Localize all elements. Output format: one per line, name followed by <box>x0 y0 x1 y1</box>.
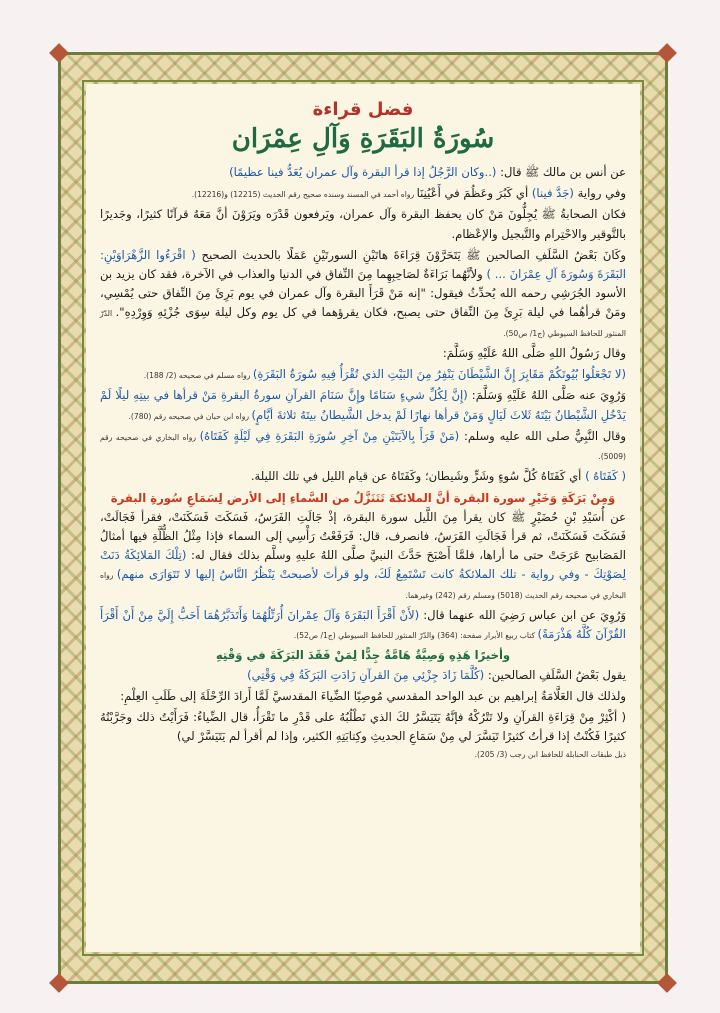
text-panel <box>86 84 640 952</box>
reference-note: رواه البخاري في صحيحه رقم (5009). <box>100 432 626 462</box>
body-text: عن أنس بن مالك ﷺ قال: <box>496 164 626 179</box>
quote-text: (إِنَّ لِكُلِّ شيءٍ سَنَامًا وإِنَّ سَنَامَ القرآنِ سورةُ البقرةِ مَنْ قرأها في بيتِهِ ليلًا لَمْ يَدْخُلِ الشَّيْطانُ بَيْتَهُ ثَلاثَ لَيَالٍ وَمَنْ قرأها نهارًا لَمْ يدخل الشَّيطانُ بيتَهُ ثلاثةَ أيَّامٍ) <box>100 388 626 422</box>
quote-text: ( اقْرَءُوا الزَّهْرَاوَيْنِ: البَقَرَةَ وَسُورَةَ آلِ عِمْرَانَ ... ) <box>100 247 626 281</box>
body-text: ولأنَّهُما بَرَاءَةٌ لصَاحِبِهِما مِنَ النِّفاق في الدنيا والعذاب في الآخرة، فقد كان يزيد بن الأسود الجُرَشِي رحمه الله يُحدِّثُ فيقول: "إنه مَنْ قَرَأَ البقرة وآل عمران في يوم بَرِئَ مِنَ النِّفاق حتى يُمْسِي، ومَنْ قرأهُما في ليلة بَرِئَ مِنَ النِّفاق حتى يصبح، فكان يقرؤهما في كل يوم وكل ليلة سِوَى جُزْئِهِ وَوِرْدِهِ". <box>100 266 626 320</box>
section-heading-advice: وأخيرًا هَذِهِ وَصِيَّةٌ هَامَّةٌ جِدًّا لِمَنْ فَقَدَ البَرَكَةَ في وَقْتِهِ <box>215 648 511 663</box>
paragraph <box>100 508 626 604</box>
body-text: أي كَبُرَ وعَظُمَ في أَعْيُنِنَا <box>416 186 532 201</box>
body-text: وكَانَ بَعْضُ السَّلَفِ الصالحين ﷺ يَتَحَرَّوْنَ قِرَاءَةَ هاتَيْنِ السورتَيْنِ عَمَلًا بالحديث الصحيح <box>195 247 627 262</box>
body-text: وقال النَّبِيُّ صلى الله عليه وسلم: <box>459 428 626 443</box>
body-text: فكان الصحابةُ ﷺ يُجِلُّونَ مَنْ كان يحفظ البقرة وآل عمران، ويَرفعون قَدْرَه ويَرَوْنَ أنَّ مَعَهُ قرآنًا كثيرًا، وجَديرًا بالتَّوقير والاحْتِرام والتَّبجيل والإعْظام. <box>100 207 626 241</box>
paragraph <box>100 467 626 486</box>
paragraph <box>100 666 626 685</box>
reference-note: رواه أحمد في المسند وسنده صحيح رقم الحديث (12215) و(12216). <box>191 190 417 200</box>
section-heading-angels: وَمِنْ بَرَكَةِ وَخَيْرِ سورة البقرة أنَّ الملائكةَ تَتَنَزَّلُ من السَّماءِ إلى الأرض لِسَمَاعِ سُورةِ البقرة <box>110 490 616 505</box>
paragraph <box>100 708 626 746</box>
paragraph <box>100 427 626 465</box>
quote-text: (جَدَّ فينا) <box>531 186 574 201</box>
quote-text: (لا تَجْعَلُوا بُيُوتَكُمْ مَقَابِرَ إِنَّ الشَّيْطَانَ يَنْفِرُ مِنَ البَيْتِ الذي تُقْرَأُ فِيهِ سُورَةُ البَقَرَةِ) <box>252 367 626 382</box>
paragraph <box>100 606 626 644</box>
quote-text: (كُلَّمَا زَادَ جِزْئِي مِنَ القرآنِ زَادَتِ البَرَكَةُ فِي وَقْتِي) <box>247 667 485 682</box>
reference-note: كتاب ربيع الأبرار صفحة: (364) والدّرّ المنثور للحافظ السيوطي (ج1/ ص52). <box>293 631 538 641</box>
paragraph <box>100 344 626 363</box>
body-text: أي كَفَتَاهُ كُلَّ سُوءٍ وشَرٍّ وشَيطان؛ وكَفَتَاهُ عن قيام الليل في تلك الليلة. <box>250 469 586 484</box>
quote-text: ( كَفَتَاهُ ) <box>585 469 626 484</box>
quote-text: (لأَنْ أَقْرَأَ البَقَرَةَ وَآلَ عِمْرانَ أُرَتِّلُهُمَا وَأَتَدَبَّرُهُمَا أَحَبُّ إِلَيَّ مِنْ أَنْ أَقْرَأَ القُرْآنَ كُلَّهُ هَذْرَمَةً) <box>100 607 626 642</box>
paragraph <box>100 163 626 182</box>
body-text: ولذلك قال العَلَّامَةُ إبراهيم بن عبد الواحد المقدسي مُوصِيًا الضِّياءَ المقدسيَّ لَمَّا أَرادَ الرِّحْلَةَ إلى طَلَبِ العِلْمِ: <box>120 688 626 703</box>
surah-title: سُورَةُ البَقَرَةِ وَآلِ عِمْرَان <box>231 124 495 154</box>
paragraphs-section-2 <box>100 508 626 645</box>
body-text: وَرُوِيَ عن ابن عباس رَضِيَ الله عنهما قال: <box>419 607 626 622</box>
quote-text: (تِلْكَ المَلائِكَةُ دَنَتْ لِصَوْتِكَ - وفي رواية - تلك الملائكةُ كانت تَسْتَمِعُ لَكَ، ولو قرأتَ لأصبحتْ يَنْظُرُ النَّاسُ إليها لا تَتَوَارَى منهم) <box>100 548 626 582</box>
reference-note: الدّرّ المنثور للحافظ السيوطي (ج1/ ص50). <box>100 309 626 338</box>
paragraph <box>100 386 626 424</box>
reference-note: رواه ابن حبان في صحيحه رقم (780). <box>128 411 252 421</box>
reference-note: رواه البخاري في صحيحه رقم الحديث (5018) ومسلم رقم (242) وغيرهما. <box>100 571 626 600</box>
paragraphs-section-1 <box>100 163 626 487</box>
body-text: وفي رواية <box>573 186 626 201</box>
paragraph <box>100 246 626 342</box>
source-reference: ذيل طبقات الحنابلة للحافظ ابن رجب (3/ 205). <box>474 749 626 759</box>
paragraph <box>100 184 626 203</box>
body-text: وقال رَسُولُ اللهِ صَلَّى اللهُ عَلَيْهِ وَسَلَّمَ: <box>442 345 626 360</box>
page-title: فضل قراءة <box>312 99 414 120</box>
body-text: يقول بَعْضُ السَّلَفِ الصالحين: <box>484 667 626 682</box>
quote-text: (..وكان الرَّجُلُ إذا قرأ البقرة وآل عمران يُعَدُّ فينا عظيمًا) <box>229 164 497 179</box>
body-text: وَرُوِيَ عنه صَلَّى اللهُ عَلَيْهِ وَسَلَّمَ: <box>467 388 626 403</box>
body-text: ( أكْثِرْ مِنْ قِرَاءَةِ القرآنِ ولا تَتْرُكْهُ فإنَّهُ يَتَيَسَّرُ لكَ الذي تَطْلُبُهُ على قَدْرِ ما تَقْرَأُ، قال الضِّياءُ: فَرَأَيْتُ ذلك وجَرَّبْتُهُ كثيرًا فَكُنْتُ إذا قرأتُ كثيرًا تَيَسَّرَ لي مِنْ سَمَاعِ الحديثِ وكِتابَتِهِ الكثير، وإذا لم أقرأ لم يَتَيَسَّرْ لي) <box>100 710 626 744</box>
reference-note: رواه مسلم في صحيحه (2/ 188). <box>143 371 253 381</box>
paragraph <box>100 365 626 384</box>
quote-text: (مَنْ قَرَأَ بِالآيَتَيْنِ مِنْ آخِرِ سُورَةِ البَقَرَةِ فِي لَيْلَةٍ كَفَتَاهُ) <box>199 428 460 443</box>
paragraphs-section-3 <box>100 666 626 747</box>
paragraph <box>100 687 626 706</box>
body-text: عن أُسَيْدِ بْنِ حُضَيْرٍ ﷺ كان يقرأ مِنَ اللَّيل سورة البقرة، إذْ جَالَتِ الفَرَسُ، فَسَكَتَ فَسَكَنَتْ، فقرأ فَجَالَتْ، فَسَكَتَ فَسَكَنَتْ، ثم قرأ فَجَالَتِ الفَرَسُ، فانصرف، قال: فَرَفَعْتُ رَأْسِي إلى السماء فإذا مِثْلُ الظُّلَّةِ فيها أمثالُ المَصَابيح عَرَجَتْ حتى ما أراها، فلمَّا أَصْبَحَ حَدَّثَ النبيَّ صلَّى اللهُ عليهِ وسلَّم بذلك فقال له: <box>100 509 626 563</box>
paragraph <box>100 205 626 243</box>
